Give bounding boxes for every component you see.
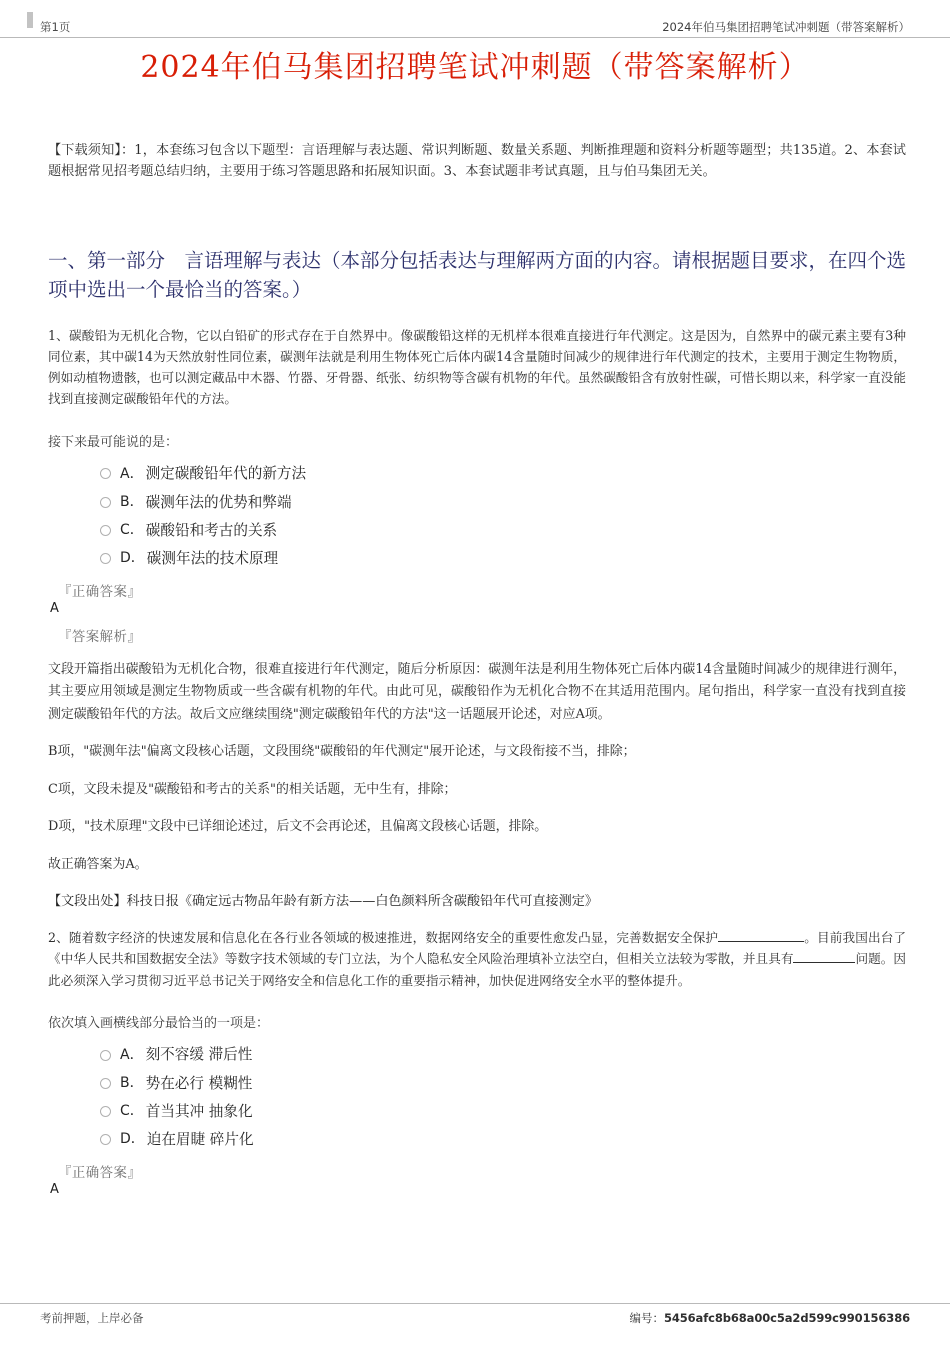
header-running-title: 2024年伯马集团招聘笔试冲刺题（带答案解析） [662,20,910,34]
question-block [48,927,906,1197]
radio-button-icon[interactable] [100,1078,111,1089]
fill-blank-2 [793,962,855,963]
analysis-paragraph: B项，"碳测年法"偏离文段核心话题，文段围绕"碳酸铅的年代测定"展开论述，与文段衔接不当，排除； [48,744,636,760]
question-number: 2、 [48,930,69,946]
option-list [48,1042,906,1151]
page-header [0,12,950,38]
correct-answer-label: 『正确答案』 [58,584,142,600]
footer-document-id [629,1310,910,1326]
source-citation: 【文段出处】科技日报《确定远古物品年龄有新方法——白色颜料所含碳酸铅年代可直接测定》 [48,893,598,909]
option-letter: C． [120,522,144,539]
question-stem-text-part3: 问题。因此必须深入学习贯彻习近平总书记关于网络安全和信息化工作的重要指示精神，加快促进网络安全水平的整体提升。 [48,951,907,988]
option-d[interactable] [48,546,906,571]
option-text: 碳测年法的优势和弊端 [145,493,292,511]
analysis-paragraph: D项，"技术原理"文段中已详细论述过，后文不会再论述，且偏离文段核心话题，排除。 [48,819,548,835]
option-text: 首当其冲 抽象化 [145,1102,253,1120]
question-stem [48,927,906,990]
radio-button-icon[interactable] [100,1106,111,1117]
fill-blank-1 [718,941,804,942]
page-title: 2024年伯马集团招聘笔试冲刺题（带答案解析） [140,50,810,85]
option-d[interactable] [48,1127,906,1152]
question-stem-text-part1: 随着数字经济的快速发展和信息化在各行业各领域的极速推进，数据网络安全的重要性愈发凸显，完善数据安全保护 [68,930,719,946]
download-notice: 【下载须知】：1，本套练习包含以下题型：言语理解与表达题、常识判断题、数量关系题、判断推理题和资料分析题等题型；共135道。2、本套试题根据常见招考题总结归纳，主要用于练习答题思路和拓展知识面。3、本套试题非考试真题，且与伯马集团无关。 [48,143,906,180]
correct-answer-label: 『正确答案』 [58,1165,142,1181]
section-heading: 一、第一部分 言语理解与表达（本部分包括表达与理解两方面的内容。请根据题目要求，在四个选项中选出一个最恰当的答案。） [48,248,907,302]
option-letter: B． [120,1075,144,1092]
correct-answer-value: A [50,1181,59,1197]
radio-button-icon[interactable] [100,553,111,564]
option-text: 测定碳酸铅年代的新方法 [145,465,307,483]
option-letter: D． [120,1131,145,1148]
document-content [48,140,906,1197]
option-b[interactable] [48,1071,906,1096]
radio-button-icon[interactable] [100,497,111,508]
option-a[interactable] [48,1042,906,1067]
option-letter: A． [120,465,144,482]
question-stem-text: 碳酸铅为无机化合物，它以白铅矿的形式存在于自然界中。像碳酸铅这样的无机样本很难直接进行年代测定。这是因为，自然界中的碳元素主要有3种同位素，其中碳14为天然放射性同位素，碳测年法就是利用生物体死亡后体内碳14含量随时间减少的规律进行年代测定的技术，主要用于测定生物物质，例如动植物遗骸，也可以测定藏品中木器、竹器、牙骨器、纸张、纺织物等含碳有机物的年代。虽然碳酸铅含有放射性碳，可惜长期以来，科学家一直没能找到直接测定碳酸铅年代的方法。 [48,328,907,407]
option-text: 迫在眉睫 碎片化 [146,1130,254,1148]
question-stem [48,325,906,410]
option-letter: D． [120,550,145,567]
option-letter: A． [120,1046,144,1063]
analysis-paragraph: 文段开篇指出碳酸铅为无机化合物，很难直接进行年代测定，随后分析原因：碳测年法是利用生物体死亡后体内碳14含量随时间减少的规律进行测年，其主要应用领域是测定生物物质或一些含碳有机物的年代。由此可见，碳酸铅作为无机化合物不在其适用范围内。尾句指出，科学家一直没有找到直接测定碳酸铅年代的方法。故后文应继续围绕"测定碳酸铅年代的方法"这一话题展开论述，对应A项。 [48,661,906,722]
radio-button-icon[interactable] [100,1134,111,1145]
option-c[interactable] [48,518,906,543]
analysis-paragraph: 故正确答案为A。 [48,856,148,872]
option-letter: B． [120,494,144,511]
option-a[interactable] [48,461,906,486]
footer-id-label: 编号： [629,1311,664,1325]
option-text: 刻不容缓 滞后性 [145,1046,253,1064]
correct-answer-value: A [50,600,59,616]
option-text: 碳酸铅和考古的关系 [145,521,278,539]
question-block [48,325,906,913]
option-c[interactable] [48,1099,906,1124]
page-footer [0,1303,950,1331]
radio-button-icon[interactable] [100,468,111,479]
footer-id-value: 5456afc8b68a00c5a2d599c990156386 [663,1311,910,1325]
radio-button-icon[interactable] [100,1050,111,1061]
question-prompt: 接下来最可能说的是： [48,434,179,450]
radio-button-icon[interactable] [100,525,111,536]
option-list [48,461,906,570]
footer-slogan: 考前押题，上岸必备 [40,1311,144,1325]
option-b[interactable] [48,490,906,515]
analysis-paragraph: C项，文段未提及"碳酸铅和考古的关系"的相关话题，无中生有，排除； [48,781,457,797]
option-letter: C． [120,1103,144,1120]
page-number-marker: 第1页 [40,20,71,34]
question-stem-text-part2: 。目前我国出台了《中华人民共和国数据安全法》等数字技术领域的专门立法，为个人隐私安全风险治理填补立法空白，但相关立法较为零散，并且具有 [48,930,907,967]
analysis-label: 『答案解析』 [58,629,142,645]
option-text: 碳测年法的技术原理 [146,549,279,567]
option-text: 势在必行 模糊性 [145,1074,253,1092]
question-number: 1、 [48,328,69,343]
question-prompt: 依次填入画横线部分最恰当的一项是： [48,1015,270,1031]
